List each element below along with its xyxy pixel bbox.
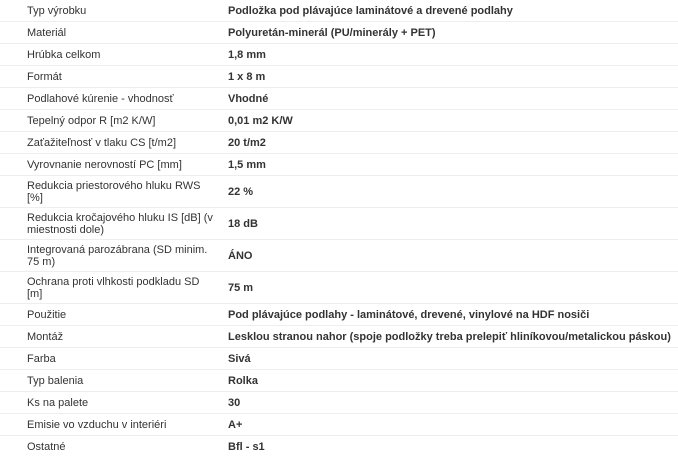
spec-row-vapor-barrier (0, 240, 678, 272)
spec-row-color (0, 348, 678, 370)
spec-value: 75 m (228, 281, 254, 294)
spec-value: A+ (228, 418, 243, 431)
spec-label: Farba (27, 352, 56, 365)
spec-row-floor-heating (0, 88, 678, 110)
spec-label: Hrúbka celkom (27, 48, 101, 61)
spec-row-moisture-protection (0, 272, 678, 304)
spec-label: Použitie (27, 308, 67, 321)
spec-label: Typ balenia (27, 374, 84, 387)
spec-value: 1,5 mm (228, 158, 266, 171)
spec-value: 1,8 mm (228, 48, 266, 61)
spec-row-pieces-per-pallet (0, 392, 678, 414)
spec-value: Bfl - s1 (228, 440, 265, 453)
spec-value: Podložka pod plávajúce laminátové a drevené podlahy (228, 4, 513, 17)
spec-row-installation (0, 326, 678, 348)
spec-row-room-noise-reduction (0, 176, 678, 208)
spec-row-other (0, 436, 678, 457)
spec-label: Redukcia priestorového hluku RWS [%] (27, 179, 201, 204)
spec-row-indoor-emissions (0, 414, 678, 436)
spec-label: Redukcia kročajového hluku IS [dB] (v miestnosti dole) (27, 211, 213, 236)
spec-row-product-type (0, 0, 678, 22)
spec-label: Tepelný odpor R [m2 K/W] (27, 114, 156, 127)
spec-row-leveling (0, 154, 678, 176)
spec-label: Zaťažiteľnosť v tlaku CS [t/m2] (27, 136, 177, 149)
spec-row-packaging (0, 370, 678, 392)
spec-label: Emisie vo vzduchu v interiéri (27, 418, 167, 431)
spec-row-material (0, 22, 678, 44)
spec-value: Lesklou stranou nahor (spoje podložky treba prelepiť hliníkovou/metalickou páskou) (228, 330, 671, 343)
spec-value: 1 x 8 m (228, 70, 266, 83)
spec-value: Polyuretán-minerál (PU/minerály + PET) (228, 26, 436, 39)
spec-label: Montáž (27, 330, 64, 343)
spec-row-impact-noise-reduction (0, 208, 678, 240)
spec-label: Formát (27, 70, 62, 83)
spec-value: Pod plávajúce podlahy - laminátové, drevené, vinylové na HDF nosiči (228, 308, 590, 321)
spec-label: Ks na palete (27, 396, 89, 409)
spec-row-usage (0, 304, 678, 326)
spec-label: Materiál (27, 26, 67, 39)
spec-label: Vyrovnanie nerovností PC [mm] (27, 158, 182, 171)
spec-value: 0,01 m2 K/W (228, 114, 293, 127)
spec-value: 22 % (228, 185, 254, 198)
spec-label: Ostatné (27, 440, 66, 453)
spec-row-format (0, 66, 678, 88)
spec-label: Podlahové kúrenie - vhodnosť (27, 92, 174, 105)
spec-row-thermal-resistance (0, 110, 678, 132)
spec-label: Typ výrobku (27, 4, 87, 17)
spec-value: Rolka (228, 374, 258, 387)
spec-row-compression-load (0, 132, 678, 154)
spec-value: 18 dB (228, 217, 258, 230)
spec-value: Sivá (228, 352, 251, 365)
spec-label: Ochrana proti vlhkosti podkladu SD [m] (27, 275, 200, 300)
spec-value: Vhodné (228, 92, 269, 105)
spec-value: 30 (228, 396, 241, 409)
spec-row-thickness (0, 44, 678, 66)
spec-label: Integrovaná parozábrana (SD minim. 75 m) (27, 243, 208, 268)
spec-value: 20 t/m2 (228, 136, 266, 149)
spec-value: ÁNO (228, 249, 253, 262)
